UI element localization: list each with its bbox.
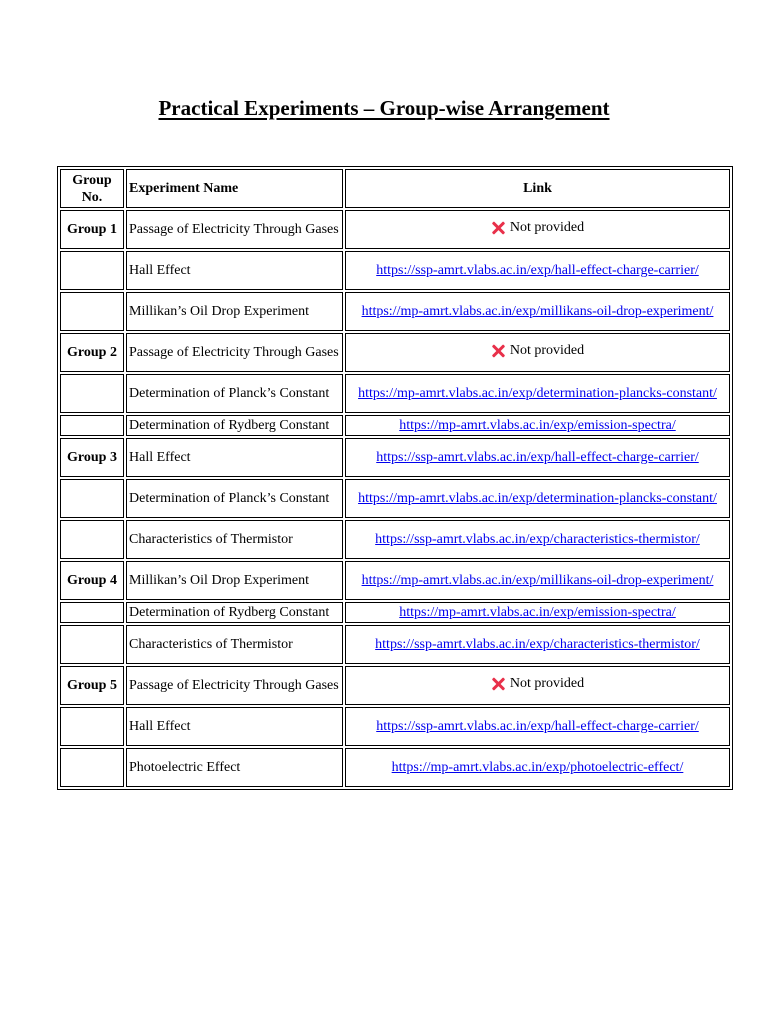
table-row bbox=[60, 438, 730, 477]
experiment-link[interactable]: https://mp-amrt.vlabs.ac.in/exp/determination-plancks-constant/ bbox=[358, 491, 717, 506]
cross-mark-icon bbox=[491, 344, 505, 358]
table-body bbox=[60, 210, 730, 787]
group-no-cell: Group 5 bbox=[60, 666, 124, 705]
experiment-name-cell: Determination of Planck’s Constant bbox=[126, 374, 343, 413]
group-no-cell: Group 4 bbox=[60, 561, 124, 600]
link-cell bbox=[345, 292, 730, 331]
experiment-name-cell: Millikan’s Oil Drop Experiment bbox=[126, 292, 343, 331]
experiments-table bbox=[57, 166, 733, 790]
experiment-link[interactable]: https://ssp-amrt.vlabs.ac.in/exp/hall-effect-charge-carrier/ bbox=[376, 719, 699, 734]
link-cell bbox=[345, 561, 730, 600]
not-provided-label: Not provided bbox=[509, 343, 585, 359]
experiment-link[interactable]: https://mp-amrt.vlabs.ac.in/exp/emission-spectra/ bbox=[399, 605, 676, 620]
experiment-link[interactable]: https://ssp-amrt.vlabs.ac.in/exp/hall-effect-charge-carrier/ bbox=[376, 450, 699, 465]
experiment-link[interactable]: https://ssp-amrt.vlabs.ac.in/exp/characteristics-thermistor/ bbox=[375, 532, 700, 547]
group-no-cell bbox=[60, 374, 124, 413]
table-row bbox=[60, 625, 730, 664]
link-cell bbox=[345, 479, 730, 518]
link-cell bbox=[345, 520, 730, 559]
table-row bbox=[60, 415, 730, 436]
experiment-name-cell: Determination of Planck’s Constant bbox=[126, 479, 343, 518]
header-link: Link bbox=[345, 169, 730, 208]
link-cell bbox=[345, 210, 730, 249]
link-cell bbox=[345, 415, 730, 436]
table-row bbox=[60, 602, 730, 623]
not-provided-status bbox=[491, 219, 584, 236]
link-cell bbox=[345, 333, 730, 372]
table-row bbox=[60, 748, 730, 787]
experiment-name-cell: Passage of Electricity Through Gases bbox=[126, 666, 343, 705]
group-no-cell: Group 1 bbox=[60, 210, 124, 249]
not-provided-label: Not provided bbox=[509, 676, 585, 692]
group-no-cell bbox=[60, 415, 124, 436]
experiment-name-cell: Characteristics of Thermistor bbox=[126, 625, 343, 664]
link-cell bbox=[345, 748, 730, 787]
link-cell bbox=[345, 602, 730, 623]
table-row bbox=[60, 210, 730, 249]
not-provided-label: Not provided bbox=[509, 220, 585, 236]
experiment-link[interactable]: https://mp-amrt.vlabs.ac.in/exp/emission-spectra/ bbox=[399, 418, 676, 433]
experiment-name-cell: Millikan’s Oil Drop Experiment bbox=[126, 561, 343, 600]
table-row bbox=[60, 479, 730, 518]
header-group-no: Group No. bbox=[60, 169, 124, 208]
cross-mark-icon bbox=[491, 221, 505, 235]
not-provided-status bbox=[491, 675, 584, 692]
link-cell bbox=[345, 374, 730, 413]
link-cell bbox=[345, 707, 730, 746]
experiment-name-cell: Hall Effect bbox=[126, 438, 343, 477]
experiment-link[interactable]: https://mp-amrt.vlabs.ac.in/exp/photoelectric-effect/ bbox=[391, 760, 684, 775]
group-no-cell: Group 3 bbox=[60, 438, 124, 477]
group-no-cell bbox=[60, 251, 124, 290]
link-cell bbox=[345, 625, 730, 664]
group-no-cell bbox=[60, 479, 124, 518]
experiment-name-cell: Hall Effect bbox=[126, 707, 343, 746]
experiment-name-cell: Determination of Rydberg Constant bbox=[126, 415, 343, 436]
experiment-name-cell: Photoelectric Effect bbox=[126, 748, 343, 787]
experiments-table-container bbox=[57, 166, 733, 790]
header-experiment-name: Experiment Name bbox=[126, 169, 343, 208]
experiment-name-cell: Passage of Electricity Through Gases bbox=[126, 210, 343, 249]
table-row bbox=[60, 520, 730, 559]
link-cell bbox=[345, 666, 730, 705]
experiment-link[interactable]: https://mp-amrt.vlabs.ac.in/exp/determination-plancks-constant/ bbox=[358, 386, 717, 401]
table-header-row bbox=[60, 169, 730, 208]
experiment-link[interactable]: https://mp-amrt.vlabs.ac.in/exp/millikans-oil-drop-experiment/ bbox=[361, 304, 714, 319]
experiment-name-cell: Hall Effect bbox=[126, 251, 343, 290]
table-row bbox=[60, 666, 730, 705]
group-no-cell bbox=[60, 602, 124, 623]
group-no-cell bbox=[60, 748, 124, 787]
table-row bbox=[60, 707, 730, 746]
experiment-link[interactable]: https://mp-amrt.vlabs.ac.in/exp/millikans-oil-drop-experiment/ bbox=[361, 573, 714, 588]
link-cell bbox=[345, 438, 730, 477]
table-row bbox=[60, 333, 730, 372]
group-no-cell bbox=[60, 292, 124, 331]
experiment-name-cell: Passage of Electricity Through Gases bbox=[126, 333, 343, 372]
experiment-name-cell: Characteristics of Thermistor bbox=[126, 520, 343, 559]
group-no-cell bbox=[60, 520, 124, 559]
table-row bbox=[60, 374, 730, 413]
cross-mark-icon bbox=[491, 677, 505, 691]
table-row bbox=[60, 251, 730, 290]
experiment-name-cell: Determination of Rydberg Constant bbox=[126, 602, 343, 623]
table-row bbox=[60, 561, 730, 600]
experiment-link[interactable]: https://ssp-amrt.vlabs.ac.in/exp/characteristics-thermistor/ bbox=[375, 637, 700, 652]
not-provided-status bbox=[491, 342, 584, 359]
link-cell bbox=[345, 251, 730, 290]
group-no-cell: Group 2 bbox=[60, 333, 124, 372]
page-title: Practical Experiments – Group-wise Arrangement bbox=[158, 96, 610, 120]
group-no-cell bbox=[60, 625, 124, 664]
experiment-link[interactable]: https://ssp-amrt.vlabs.ac.in/exp/hall-effect-charge-carrier/ bbox=[376, 263, 699, 278]
group-no-cell bbox=[60, 707, 124, 746]
table-row bbox=[60, 292, 730, 331]
